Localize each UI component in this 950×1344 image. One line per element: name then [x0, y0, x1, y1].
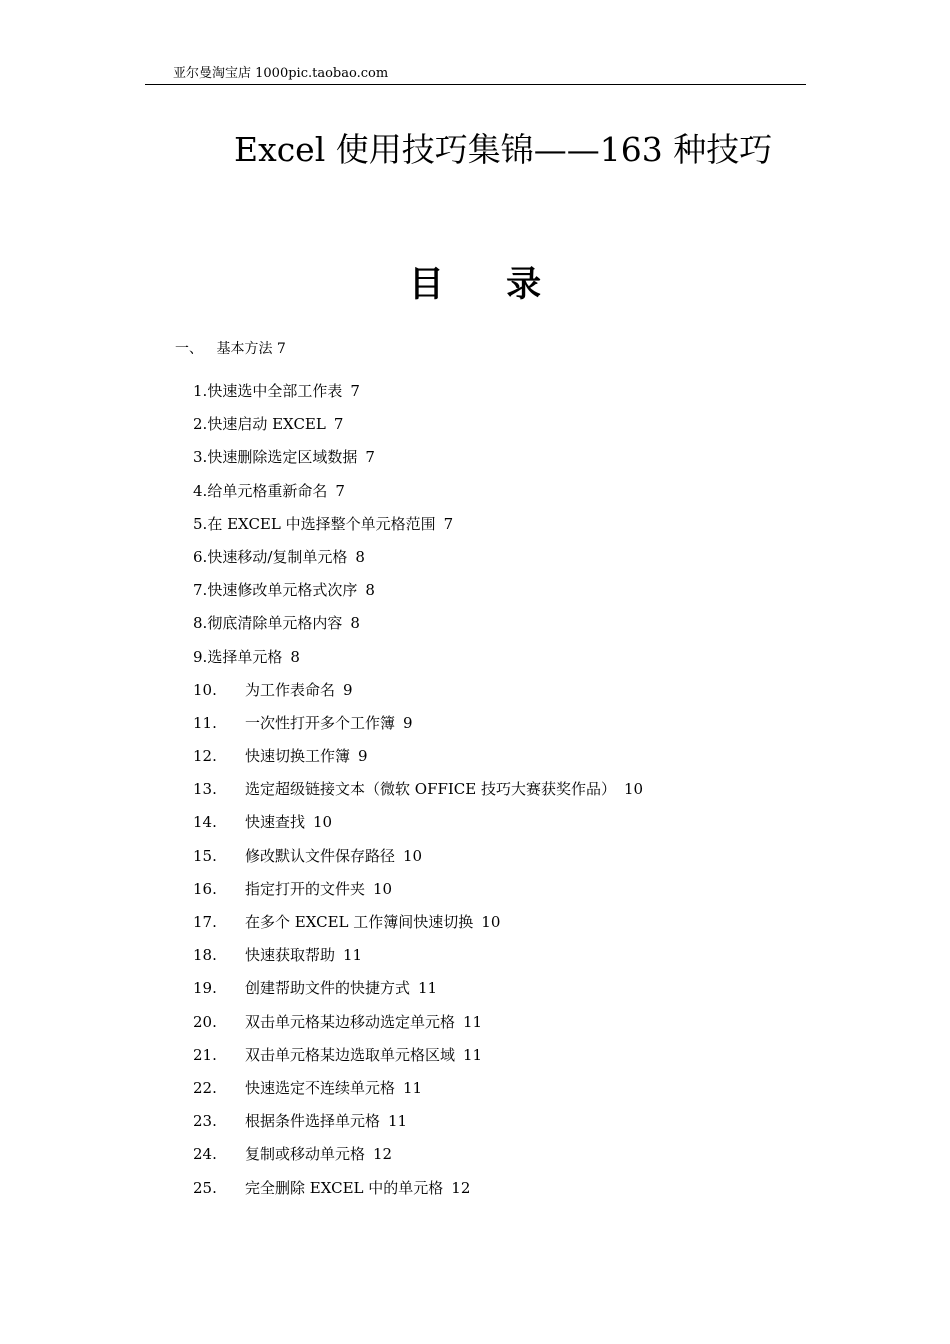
- toc-item-page: 10: [373, 879, 393, 898]
- toc-item-page: 10: [403, 846, 423, 865]
- toc-item[interactable]: [193, 878, 643, 911]
- toc-item-text: 快速移动/复制单元格: [207, 547, 348, 566]
- toc-item-page: 12: [373, 1145, 393, 1164]
- toc-item-page: 11: [463, 1045, 483, 1064]
- toc-item[interactable]: [193, 513, 643, 546]
- toc-item-text: 指定打开的文件夹: [245, 879, 366, 898]
- toc-item-number: 17.: [193, 913, 217, 931]
- toc-item-page: 8: [365, 581, 375, 600]
- toc-item[interactable]: [193, 745, 643, 778]
- toc-item-number: 4.: [193, 481, 208, 500]
- toc-item-page: 10: [313, 813, 333, 832]
- toc-item-number: 1.: [193, 382, 208, 400]
- toc-item-number: 20.: [193, 1012, 217, 1031]
- toc-item-number: 22.: [193, 1078, 217, 1097]
- toc-item-text: 选定超级链接文本（微软 OFFICE 技巧大赛获奖作品）: [245, 780, 617, 799]
- toc-item-page: 8: [350, 614, 360, 633]
- toc-item-number: 16.: [193, 879, 217, 898]
- toc-item-text: 创建帮助文件的快捷方式: [245, 979, 411, 998]
- toc-item-text: 快速启动 EXCEL: [207, 415, 326, 434]
- header-text: 亚尔曼淘宝店 1000pic.taobao.com: [173, 66, 389, 81]
- toc-item-text: 修改默认文件保存路径: [245, 846, 396, 865]
- toc-item-page: 7: [335, 481, 345, 500]
- toc-item-page: 7: [350, 382, 360, 400]
- toc-item-number: 2.: [193, 415, 208, 434]
- toc-item[interactable]: [193, 1110, 643, 1143]
- toc-item-text: 快速删除选定区域数据: [207, 448, 358, 467]
- section-page: 7: [276, 341, 286, 357]
- toc-item-page: 9: [403, 713, 413, 732]
- toc-item-text: 一次性打开多个工作簿: [245, 713, 396, 732]
- toc-item-page: 11: [343, 946, 363, 965]
- toc-item-number: 8.: [193, 614, 208, 633]
- toc-item-number: 3.: [193, 448, 208, 467]
- toc-item[interactable]: [193, 1177, 643, 1210]
- toc-item-number: 19.: [193, 979, 217, 998]
- toc-item-text: 完全删除 EXCEL 中的单元格: [245, 1178, 444, 1197]
- toc-item-page: 11: [463, 1012, 483, 1031]
- toc-item-page: 7: [443, 514, 454, 533]
- toc-item[interactable]: [193, 1044, 643, 1077]
- toc-item-text: 双击单元格某边选取单元格区域: [245, 1045, 456, 1064]
- toc-item[interactable]: [193, 845, 643, 878]
- toc-item-number: 25.: [193, 1178, 217, 1197]
- toc-item-page: 11: [403, 1078, 423, 1097]
- toc-item[interactable]: [193, 712, 643, 745]
- toc-item[interactable]: [193, 546, 643, 579]
- toc-item[interactable]: [193, 679, 643, 712]
- toc-item-text: 快速选定不连续单元格: [245, 1078, 396, 1097]
- toc-item[interactable]: [193, 977, 643, 1010]
- toc-item[interactable]: [193, 646, 643, 679]
- toc-item[interactable]: [193, 380, 643, 413]
- toc-item-text: 快速切换工作簿: [245, 747, 351, 766]
- toc-item-text: 快速查找: [245, 813, 306, 832]
- toc-item-number: 6.: [193, 547, 208, 566]
- toc-item-number: 24.: [193, 1145, 217, 1164]
- toc-list: [193, 380, 643, 1210]
- toc-item[interactable]: [193, 612, 643, 645]
- toc-item-text: 在 EXCEL 中选择整个单元格范围: [207, 514, 436, 533]
- toc-item-number: 14.: [193, 813, 217, 832]
- toc-item-page: 11: [388, 1112, 408, 1131]
- toc-item[interactable]: [193, 778, 643, 811]
- toc-item-page: 10: [624, 780, 644, 799]
- page-header: [145, 66, 806, 85]
- toc-item[interactable]: [193, 911, 643, 944]
- toc-section[interactable]: [175, 339, 286, 359]
- toc-item-text: 根据条件选择单元格: [245, 1112, 381, 1131]
- toc-item[interactable]: [193, 446, 643, 479]
- toc-item[interactable]: [193, 1077, 643, 1110]
- toc-item[interactable]: [193, 944, 643, 977]
- toc-item-number: 11.: [193, 713, 217, 732]
- toc-item[interactable]: [193, 413, 643, 446]
- toc-item[interactable]: [193, 1011, 643, 1044]
- toc-item-text: 为工作表命名: [245, 680, 336, 699]
- toc-heading: [0, 262, 950, 308]
- toc-item-number: 10.: [193, 680, 217, 699]
- toc-item-page: 8: [290, 647, 300, 666]
- toc-item-page: 9: [343, 680, 353, 699]
- toc-item-number: 9.: [193, 647, 208, 666]
- toc-heading-char-2: 录: [506, 264, 542, 305]
- toc-item-number: 18.: [193, 946, 217, 965]
- toc-item-text: 快速获取帮助: [245, 946, 336, 965]
- toc-item-number: 7.: [193, 581, 208, 600]
- toc-item[interactable]: [193, 480, 643, 513]
- toc-item-text: 彻底清除单元格内容: [207, 614, 343, 633]
- section-label: 基本方法: [216, 341, 273, 357]
- toc-item-page: 7: [333, 415, 344, 434]
- toc-heading-char-1: 目: [408, 264, 444, 305]
- toc-item[interactable]: [193, 811, 643, 844]
- toc-item-number: 21.: [193, 1045, 217, 1064]
- toc-item-text: 在多个 EXCEL 工作簿间快速切换: [245, 913, 474, 931]
- document-title: Excel 使用技巧集锦——163 种技巧: [234, 130, 773, 169]
- toc-item-number: 5.: [193, 514, 208, 533]
- toc-item[interactable]: [193, 579, 643, 612]
- toc-item-text: 选择单元格: [207, 647, 283, 666]
- toc-item[interactable]: [193, 1143, 643, 1176]
- toc-item-text: 快速选中全部工作表: [207, 382, 343, 400]
- toc-item-page: 10: [481, 913, 501, 931]
- toc-item-page: 7: [365, 448, 375, 467]
- toc-item-number: 15.: [193, 846, 217, 865]
- toc-item-text: 复制或移动单元格: [245, 1145, 366, 1164]
- toc-item-page: 12: [451, 1178, 471, 1197]
- toc-item-page: 11: [418, 979, 438, 998]
- toc-item-text: 给单元格重新命名: [207, 481, 328, 500]
- toc-item-number: 23.: [193, 1112, 217, 1131]
- toc-item-page: 8: [355, 547, 365, 566]
- toc-item-number: 12.: [193, 747, 217, 766]
- toc-item-text: 双击单元格某边移动选定单元格: [245, 1012, 456, 1031]
- toc-item-page: 9: [358, 747, 368, 766]
- toc-item-number: 13.: [193, 780, 217, 799]
- section-number: 一、: [175, 341, 203, 357]
- toc-item-text: 快速修改单元格式次序: [207, 581, 358, 600]
